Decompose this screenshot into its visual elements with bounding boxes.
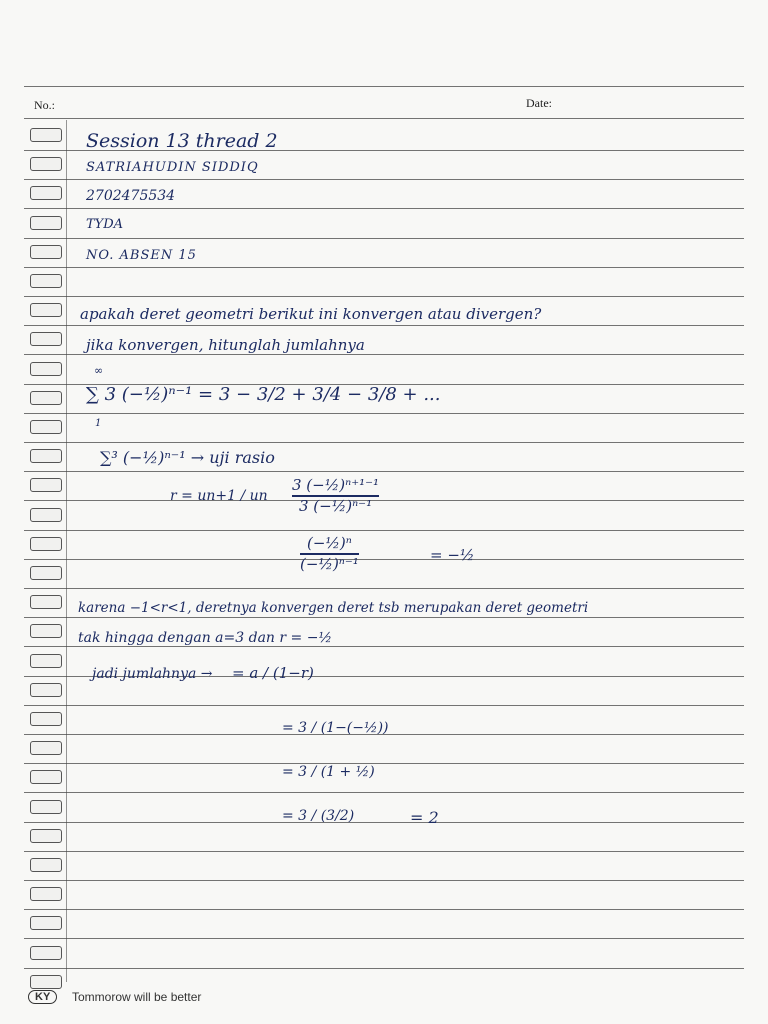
no-label: No.: <box>34 98 55 112</box>
header-bottom-line <box>24 118 744 119</box>
binder-hole <box>30 186 62 200</box>
brand-logo: KY <box>28 990 57 1004</box>
ratio-definition: r = un+1 / un <box>170 488 268 504</box>
ratio-step-1-denominator: 3 (−½)ⁿ⁻¹ <box>298 496 373 515</box>
ruled-line <box>24 267 744 268</box>
conclusion-line-1: karena −1<r<1, deretnya konvergen deret tsb merupakan deret geometri <box>78 600 589 616</box>
sum-step-2: = 3 / (1 + ½) <box>282 764 375 780</box>
binder-hole <box>30 508 62 522</box>
binder-hole <box>30 916 62 930</box>
question-line-1: apakah deret geometri berikut ini konvergen atau divergen? <box>80 305 542 323</box>
binder-hole <box>30 975 62 989</box>
sum-step-1: = 3 / (1−(−½)) <box>282 720 389 736</box>
header-top-line <box>24 86 744 87</box>
sum-formula: = a / (1−r) <box>232 664 314 682</box>
sum-upper-limit: ∞ <box>94 364 104 377</box>
ruled-line <box>24 530 744 531</box>
binder-hole <box>30 566 62 580</box>
ratio-result: = −½ <box>430 546 475 564</box>
binder-hole <box>30 449 62 463</box>
ruled-line <box>24 238 744 239</box>
binder-hole <box>30 887 62 901</box>
binder-hole <box>30 128 62 142</box>
binder-hole <box>30 770 62 784</box>
ruled-line <box>24 325 744 326</box>
identity-line-2: SATRIAHUDIN SIDDIQ <box>86 160 259 175</box>
binder-hole <box>30 478 62 492</box>
ruled-line <box>24 938 744 939</box>
binder-hole <box>30 800 62 814</box>
ruled-line <box>24 646 744 647</box>
binder-hole <box>30 274 62 288</box>
ruled-line <box>24 500 744 501</box>
ruled-line <box>24 822 744 823</box>
ratio-test-expression: ∑³ (−½)ⁿ⁻¹ → uji rasio <box>100 448 275 467</box>
ruled-line <box>24 851 744 852</box>
ratio-step-2-denominator: (−½)ⁿ⁻¹ <box>300 554 359 573</box>
binder-hole <box>30 654 62 668</box>
binder-hole <box>30 946 62 960</box>
ruled-line <box>24 413 744 414</box>
ruled-line <box>24 968 744 969</box>
binder-hole <box>30 303 62 317</box>
ruled-line <box>24 354 744 355</box>
sum-lower-limit: 1 <box>95 418 102 429</box>
sum-step-3: = 3 / (3/2) <box>282 808 355 824</box>
binder-hole <box>30 683 62 697</box>
identity-line-1: Session 13 thread 2 <box>86 130 278 152</box>
ruled-line <box>24 296 744 297</box>
binder-hole <box>30 420 62 434</box>
ruled-line <box>24 705 744 706</box>
binder-hole <box>30 157 62 171</box>
sum-result: = 2 <box>410 808 439 827</box>
ratio-step-1 <box>292 478 379 514</box>
binder-hole <box>30 829 62 843</box>
jumlah-label: jadi jumlahnya → <box>92 666 213 682</box>
conclusion-line-2: tak hingga dengan a=3 dan r = −½ <box>78 630 333 646</box>
ratio-step-1-numerator: 3 (−½)ⁿ⁺¹⁻¹ <box>292 476 380 494</box>
ruled-line <box>24 559 744 560</box>
ruled-line <box>24 442 744 443</box>
identity-line-3: 2702475534 <box>86 188 176 204</box>
footer-slogan: Tommorow will be better <box>72 990 202 1004</box>
ruled-line <box>24 588 744 589</box>
identity-line-4: TYDA <box>86 217 124 232</box>
binder-hole <box>30 216 62 230</box>
series-expression: ∑ 3 (−½)ⁿ⁻¹ = 3 − 3/2 + 3/4 − 3/8 + ... <box>86 384 441 405</box>
ruled-line <box>24 880 744 881</box>
date-label: Date: <box>526 96 552 110</box>
ruled-line <box>24 208 744 209</box>
ruled-line <box>24 909 744 910</box>
ruled-line <box>24 763 744 764</box>
ruled-line <box>24 617 744 618</box>
binder-hole <box>30 391 62 405</box>
binder-hole <box>30 595 62 609</box>
binder-hole <box>30 362 62 376</box>
binder-hole <box>30 858 62 872</box>
binder-hole <box>30 332 62 346</box>
identity-line-5: NO. ABSEN 15 <box>86 248 197 263</box>
binder-hole <box>30 537 62 551</box>
question-line-2: jika konvergen, hitunglah jumlahnya <box>86 336 365 354</box>
binder-hole <box>30 712 62 726</box>
margin-line <box>66 120 67 982</box>
ruled-line <box>24 792 744 793</box>
ratio-step-2-numerator: (−½)ⁿ <box>306 534 352 552</box>
ruled-line <box>24 179 744 180</box>
ratio-step-2 <box>300 536 359 572</box>
binder-hole <box>30 245 62 259</box>
binder-hole <box>30 741 62 755</box>
binder-hole <box>30 624 62 638</box>
ruled-line <box>24 471 744 472</box>
